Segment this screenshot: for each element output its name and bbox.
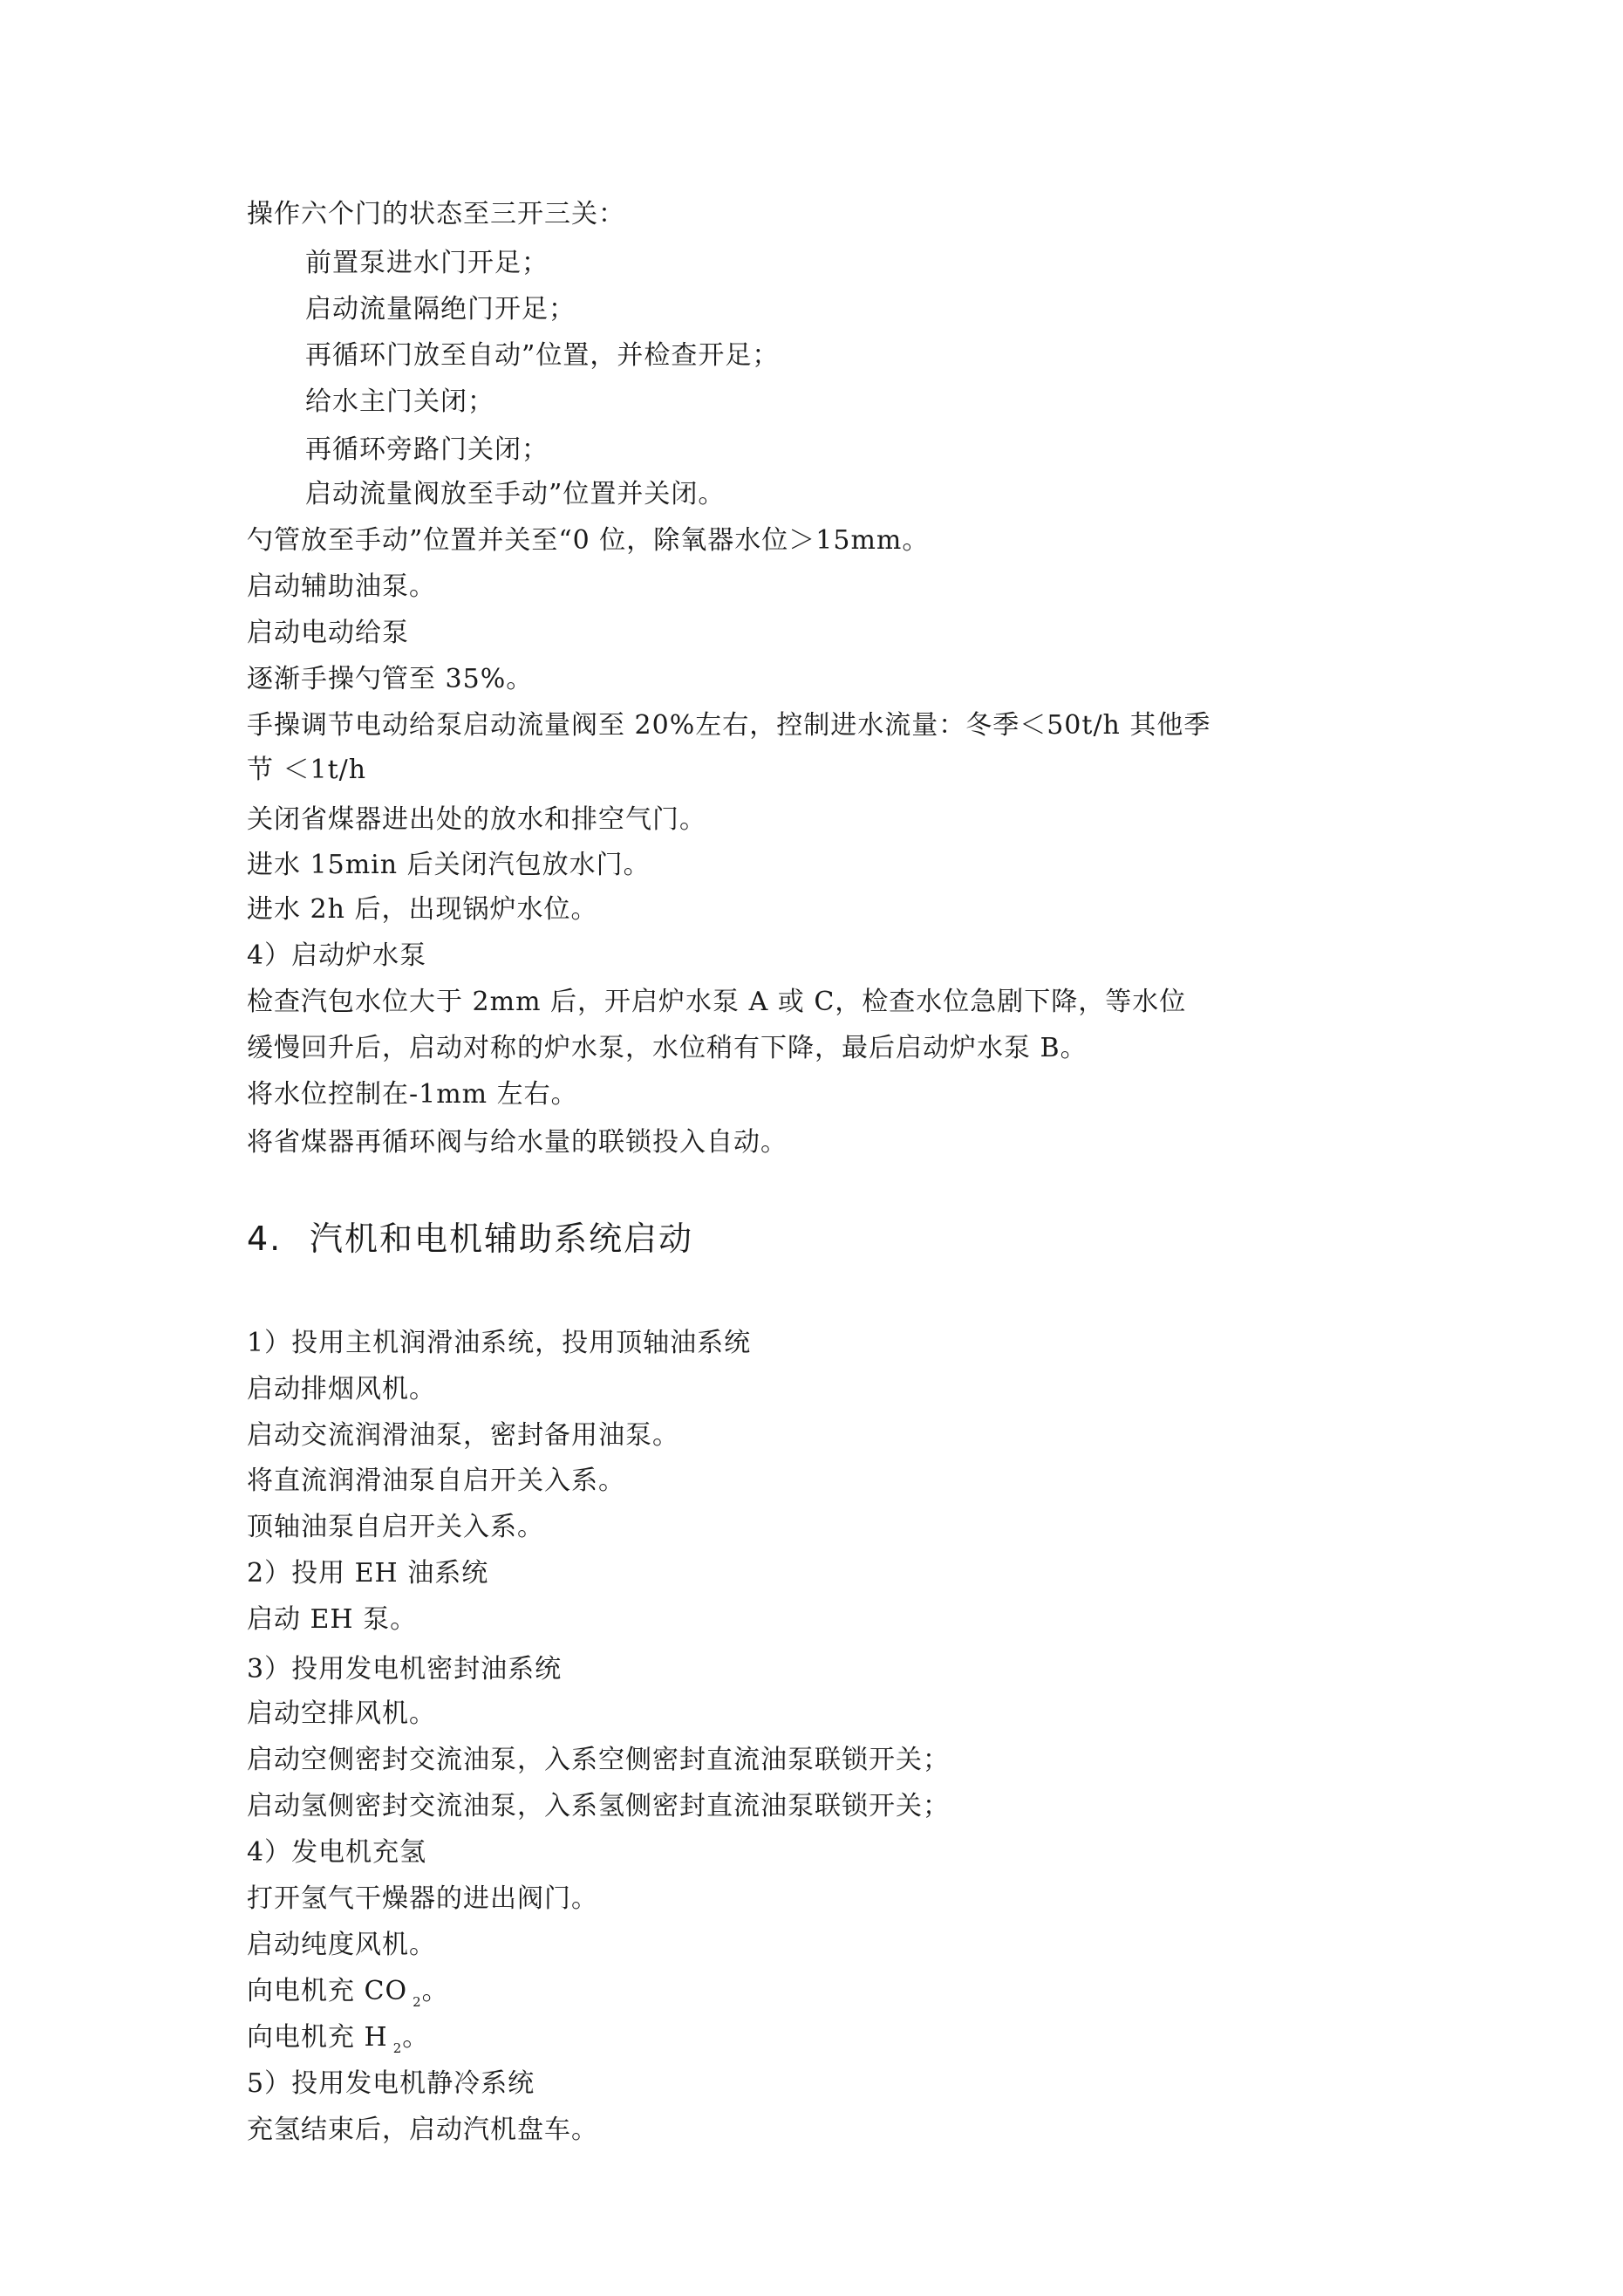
text-line: 2）投用 EH 油系统 — [247, 1558, 489, 1589]
text-line: 检查汽包水位大于 2mm 后，开启炉水泵 A 或 C，检查水位急剧下降，等水位 — [247, 987, 1187, 1017]
formula-line — [247, 1974, 449, 2019]
text-line: 节 ＜1t/h — [247, 755, 367, 785]
text-line: 再循环旁路门关闭； — [305, 434, 549, 465]
text-line: 启动纯度风机。 — [247, 1930, 436, 1960]
text-line: 启动氢侧密封交流油泵，入系氢侧密封直流油泵联锁开关； — [247, 1791, 950, 1821]
text-line: 关闭省煤器进出处的放水和排空气门。 — [247, 804, 706, 835]
text-line: 启动交流润滑油泵，密封备用油泵。 — [247, 1420, 679, 1451]
text-line: 启动电动给泵 — [247, 618, 409, 648]
formula-line — [247, 2020, 429, 2066]
line-suffix: 。 — [421, 1976, 449, 2006]
text-line: 给水主门关闭； — [305, 386, 494, 417]
text-line: 缓慢回升后，启动对称的炉水泵，水位稍有下降，最后启动炉水泵 B。 — [247, 1033, 1088, 1063]
text-line: 操作六个门的状态至三开三关： — [247, 199, 625, 229]
text-line: 向电机充 CO — [247, 1976, 408, 2006]
text-line: 启动空排风机。 — [247, 1698, 436, 1729]
section-heading — [247, 1218, 693, 1260]
text-line: 启动 EH 泵。 — [247, 1604, 418, 1635]
text-line: 向电机充 H — [247, 2022, 388, 2053]
text-line: 勺管放至手动”位置并关至“0 位，除氧器水位＞15mm。 — [247, 525, 930, 556]
text-line: 前置泵进水门开足； — [305, 248, 549, 278]
text-line: 进水 15min 后关闭汽包放水门。 — [247, 850, 651, 880]
text-line: 手操调节电动给泵启动流量阀至 20%左右，控制进水流量：冬季＜50t/h 其他季 — [247, 710, 1211, 741]
text-line: 启动辅助油泵。 — [247, 571, 436, 602]
text-line: 启动流量阀放至手动”位置并关闭。 — [305, 479, 726, 509]
section-number: 4. — [247, 1220, 283, 1258]
text-line: 1）投用主机润滑油系统，投用顶轴油系统 — [247, 1328, 752, 1358]
text-line: 3）投用发电机密封油系统 — [247, 1654, 563, 1684]
text-line: 启动空侧密封交流油泵，入系空侧密封直流油泵联锁开关； — [247, 1745, 950, 1775]
text-line: 打开氢气干燥器的进出阀门。 — [247, 1883, 598, 1914]
text-line: 再循环门放至自动”位置，并检查开足； — [305, 340, 780, 371]
text-line: 逐渐手操勺管至 35%。 — [247, 664, 534, 694]
text-line: 4）发电机充氢 — [247, 1837, 427, 1868]
text-line: 4）启动炉水泵 — [247, 940, 427, 971]
text-line: 将直流润滑油泵自启开关入系。 — [247, 1466, 625, 1496]
text-line: 进水 2h 后，出现锅炉水位。 — [247, 894, 598, 925]
text-line: 充氢结束后，启动汽机盘车。 — [247, 2115, 598, 2145]
section-title: 汽机和电机辅助系统启动 — [310, 1220, 694, 1258]
text-line: 顶轴油泵自启开关入系。 — [247, 1512, 544, 1542]
line-suffix: 。 — [402, 2022, 430, 2053]
subscript: 2 — [413, 1994, 422, 2010]
text-line: 5）投用发电机静冷系统 — [247, 2068, 535, 2099]
text-line: 将水位控制在-1mm 左右。 — [247, 1079, 578, 1110]
text-line: 启动排烟风机。 — [247, 1374, 436, 1404]
text-line: 启动流量隔绝门开足； — [305, 294, 576, 325]
text-line: 将省煤器再循环阀与给水量的联锁投入自动。 — [247, 1127, 788, 1158]
subscript: 2 — [392, 2040, 403, 2056]
